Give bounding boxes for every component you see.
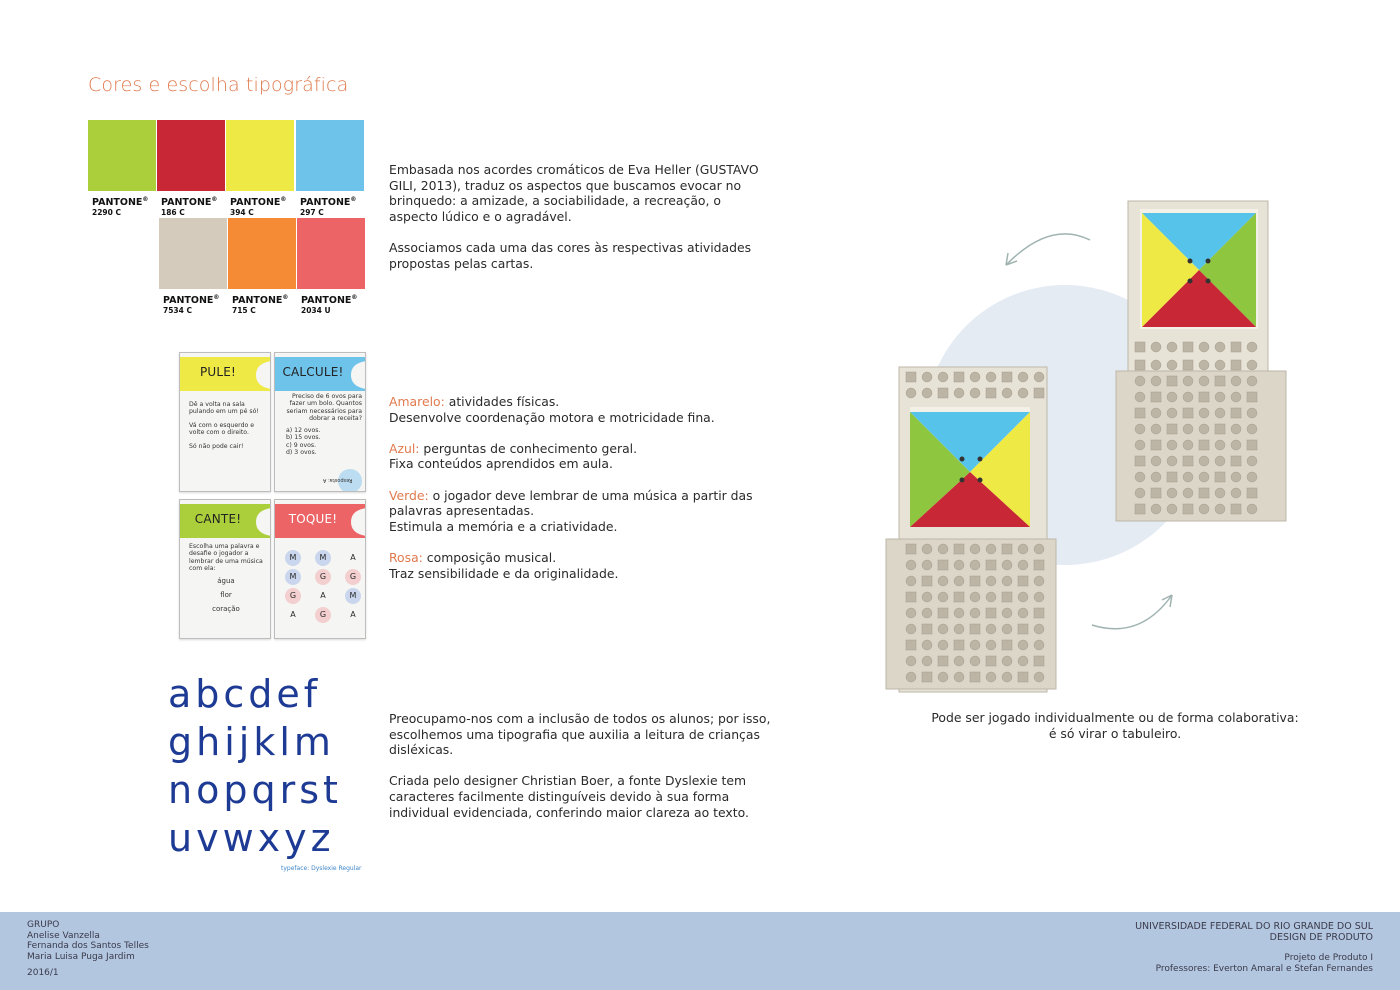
round-hole (986, 672, 996, 682)
round-hole (1247, 456, 1257, 466)
round-hole (1199, 472, 1209, 482)
round-hole (1167, 392, 1177, 402)
pantone-brand: PANTONE® (301, 294, 358, 307)
swatch-color (226, 120, 294, 191)
square-hole (906, 544, 916, 554)
card-line: Vá com o esquerdo e volte com o direito. (189, 421, 255, 437)
pantone-swatch (88, 120, 156, 217)
round-hole (1034, 592, 1044, 602)
typeface-caption: typeface: Dyslexie Regular (281, 865, 362, 872)
card-question: Preciso de 6 ovos para fazer um bolo. Quantos seriam necessários para dobrar a receita? (286, 393, 362, 423)
card-calcule (274, 352, 366, 492)
legend-azul (389, 441, 769, 472)
round-hole (1167, 456, 1177, 466)
alphabet-row: ghijklm (168, 720, 335, 764)
square-hole (906, 372, 916, 382)
square-hole (1002, 640, 1012, 650)
swatch-color (159, 218, 227, 289)
round-hole (1247, 342, 1257, 352)
round-hole (1215, 440, 1225, 450)
round-hole (986, 592, 996, 602)
square-hole (986, 608, 996, 618)
round-hole (954, 656, 964, 666)
round-hole (922, 640, 932, 650)
footer-institution (1135, 922, 1373, 974)
round-hole (1215, 342, 1225, 352)
round-hole (1151, 408, 1161, 418)
square-hole (1247, 488, 1257, 498)
swatch-color (88, 120, 156, 191)
group-member: Maria Luisa Puga Jardim (27, 951, 135, 962)
card-pule (179, 352, 271, 492)
pantone-brand: PANTONE® (161, 196, 218, 209)
square-hole (1167, 376, 1177, 386)
legend-rosa (389, 550, 769, 581)
square-hole (922, 624, 932, 634)
legend-detail: Desenvolve coordenação motora e motricidade fina. (389, 409, 715, 425)
note-cell: G (315, 607, 331, 623)
round-hole (1018, 656, 1028, 666)
round-hole (1002, 672, 1012, 682)
round-hole (906, 576, 916, 586)
round-hole (1183, 472, 1193, 482)
round-hole (954, 672, 964, 682)
group-label: GRUPO (27, 920, 60, 930)
intro-paragraph-2: Associamos cada uma das cores às respectivas atividades propostas pelas cartas. (389, 239, 752, 271)
round-hole (938, 592, 948, 602)
square-hole (938, 656, 948, 666)
round-hole (1215, 504, 1225, 514)
round-hole (954, 624, 964, 634)
card-title: CALCULE! (282, 365, 344, 379)
square-hole (1018, 576, 1028, 586)
round-hole (1018, 388, 1028, 398)
card-line: Dê a volta na sala pulando em um pé só! (189, 401, 259, 416)
round-hole (922, 372, 932, 382)
round-hole (938, 624, 948, 634)
square-hole (986, 560, 996, 570)
round-hole (1034, 624, 1044, 634)
square-hole (1034, 656, 1044, 666)
note-cell: A (350, 610, 356, 619)
round-hole (1135, 488, 1145, 498)
card-title: CANTE! (194, 512, 242, 526)
professors: Professores: Everton Amaral e Stefan Fernandes (1155, 963, 1373, 974)
note-cell: M (315, 550, 331, 566)
round-hole (1034, 372, 1044, 382)
round-hole (1018, 372, 1028, 382)
color-intro-text (389, 162, 759, 271)
round-hole (906, 624, 916, 634)
round-hole (970, 592, 980, 602)
round-hole (1183, 376, 1193, 386)
pantone-code: 394 C (230, 208, 254, 218)
square-hole (1231, 360, 1241, 370)
round-hole (938, 640, 948, 650)
legend-detail: Estimula a memória e a criatividade. (389, 518, 618, 534)
square-hole (1183, 408, 1193, 418)
square-hole (1002, 592, 1012, 602)
round-hole (1215, 456, 1225, 466)
university-name: UNIVERSIDADE FEDERAL DO RIO GRANDE DO SUL (1135, 921, 1373, 932)
square-hole (1247, 440, 1257, 450)
round-hole (1034, 640, 1044, 650)
legend-detail: Traz sensibilidade e da originalidade. (389, 565, 619, 581)
round-hole (1199, 424, 1209, 434)
round-hole (1151, 424, 1161, 434)
footer-group (27, 920, 149, 979)
square-hole (1018, 672, 1028, 682)
square-hole (1167, 472, 1177, 482)
pantone-brand: PANTONE® (163, 294, 220, 307)
pantone-swatch (296, 120, 364, 217)
note-cell: A (320, 591, 326, 600)
square-hole (1167, 424, 1177, 434)
pantone-code: 2290 C (92, 208, 121, 218)
legend-text: perguntas de conhecimento geral. (419, 440, 638, 456)
round-hole (1002, 608, 1012, 618)
card-option: d) 3 ovos. (286, 449, 317, 457)
card-option: b) 15 ovos. (286, 434, 321, 442)
round-hole (1199, 504, 1209, 514)
square-hole (1247, 392, 1257, 402)
round-hole (1002, 624, 1012, 634)
note-grid (285, 550, 361, 623)
game-board-illustration (880, 195, 1300, 695)
square-hole (1151, 488, 1161, 498)
round-hole (1034, 544, 1044, 554)
course-name: DESIGN DE PRODUTO (1269, 931, 1373, 943)
square-hole (1151, 440, 1161, 450)
pantone-brand: PANTONE® (230, 196, 287, 209)
round-hole (954, 560, 964, 570)
legend-text: atividades físicas. (444, 394, 560, 409)
square-hole (1231, 456, 1241, 466)
group-member: Fernanda dos Santos Telles (27, 941, 149, 951)
alphabet-row: abcdef (168, 672, 322, 716)
square-hole (986, 388, 996, 398)
square-hole (1183, 456, 1193, 466)
round-hole (1034, 576, 1044, 586)
square-hole (1231, 504, 1241, 514)
round-hole (1199, 456, 1209, 466)
round-hole (1231, 440, 1241, 450)
round-hole (1018, 608, 1028, 618)
round-hole (1151, 342, 1161, 352)
round-hole (1231, 376, 1241, 386)
note-cell: A (350, 553, 356, 562)
word-list (180, 574, 271, 616)
round-hole (970, 544, 980, 554)
card-prompt: Escolha uma palavra e desafie o jogador a lembrar de uma música com ela: (189, 543, 263, 573)
square-hole (1215, 424, 1225, 434)
round-hole (922, 544, 932, 554)
round-hole (922, 560, 932, 570)
pantone-swatch (226, 120, 294, 217)
square-hole (1151, 392, 1161, 402)
round-hole (1215, 360, 1225, 370)
square-hole (1034, 388, 1044, 398)
square-hole (1199, 392, 1209, 402)
square-hole (1183, 504, 1193, 514)
card-option: c) 9 ovos. (286, 441, 317, 449)
round-hole (1247, 408, 1257, 418)
round-hole (906, 388, 916, 398)
legend-label: Rosa: (389, 549, 423, 565)
round-hole (1002, 576, 1012, 586)
round-hole (906, 672, 916, 682)
round-hole (1018, 640, 1028, 650)
note-cell: G (315, 569, 331, 585)
word-item: água (217, 577, 235, 585)
swatch-color (228, 218, 296, 289)
round-hole (986, 640, 996, 650)
round-hole (938, 576, 948, 586)
round-hole (986, 372, 996, 382)
note-cell: G (285, 588, 301, 604)
group-member: Anelise Vanzella (27, 930, 100, 941)
round-hole (986, 544, 996, 554)
square-hole (906, 592, 916, 602)
round-hole (1167, 408, 1177, 418)
round-hole (1247, 360, 1257, 370)
round-hole (1018, 544, 1028, 554)
round-hole (1183, 392, 1193, 402)
word-item: coração (212, 605, 240, 613)
round-hole (1151, 376, 1161, 386)
square-hole (1215, 376, 1225, 386)
round-hole (1135, 376, 1145, 386)
square-hole (1135, 456, 1145, 466)
square-hole (954, 544, 964, 554)
square-hole (1231, 342, 1241, 352)
square-hole (1199, 488, 1209, 498)
square-hole (922, 672, 932, 682)
round-hole (1167, 440, 1177, 450)
color-legend (389, 394, 769, 581)
round-hole (1247, 424, 1257, 434)
card-line: Só não pode cair! (189, 442, 244, 450)
round-hole (1151, 456, 1161, 466)
square-hole (1183, 342, 1193, 352)
square-hole (954, 372, 964, 382)
swatch-color (296, 120, 364, 191)
note-cell: M (285, 569, 301, 585)
square-hole (1135, 504, 1145, 514)
round-hole (1167, 504, 1177, 514)
note-cell: M (345, 588, 361, 604)
square-hole (1018, 624, 1028, 634)
square-hole (1002, 544, 1012, 554)
board-caption: Pode ser jogado individualmente ou de forma colaborativa: é só virar o tabuleiro. (931, 710, 1299, 741)
square-hole (986, 656, 996, 666)
round-hole (970, 656, 980, 666)
square-hole (938, 608, 948, 618)
typography-paragraph-2: Criada pelo designer Christian Boer, a fonte Dyslexie tem caracteres facilmente distinguíveis devido à sua forma individual evidenciada, conferindo maior clareza ao texto. (389, 773, 749, 820)
round-hole (906, 608, 916, 618)
card-title: TOQUE! (288, 512, 338, 526)
round-hole (922, 608, 932, 618)
square-hole (970, 576, 980, 586)
round-hole (938, 544, 948, 554)
square-hole (1034, 608, 1044, 618)
round-hole (1183, 424, 1193, 434)
round-hole (1151, 504, 1161, 514)
card-toque (274, 499, 366, 639)
round-hole (1247, 376, 1257, 386)
typography-text (389, 711, 774, 820)
square-hole (1183, 360, 1193, 370)
note-cell: G (345, 569, 361, 585)
round-hole (970, 608, 980, 618)
square-hole (1135, 342, 1145, 352)
pantone-brand: PANTONE® (92, 196, 149, 209)
pantone-brand: PANTONE® (232, 294, 289, 307)
round-hole (1002, 656, 1012, 666)
pantone-swatch (297, 218, 365, 315)
footer (0, 912, 1400, 990)
intro-paragraph-1: Embasada nos acordes cromáticos de Eva Heller (GUSTAVO GILI, 2013), traduz os aspectos que buscamos evocar no brinquedo: a amizade, a sociabilidade, a recreação, o aspecto lúdico e o agradável. (389, 162, 759, 224)
round-hole (1231, 472, 1241, 482)
round-hole (1002, 388, 1012, 398)
rotate-arrow-top (1006, 234, 1090, 265)
round-hole (1231, 392, 1241, 402)
round-hole (1151, 360, 1161, 370)
round-hole (1231, 488, 1241, 498)
round-hole (1231, 424, 1241, 434)
round-hole (1018, 592, 1028, 602)
round-hole (1135, 392, 1145, 402)
pantone-code: 186 C (161, 208, 185, 218)
round-hole (1215, 488, 1225, 498)
alphabet-row: nopqrst (168, 768, 342, 812)
legend-detail: Fixa conteúdos aprendidos em aula. (389, 456, 613, 472)
square-hole (1135, 408, 1145, 418)
square-hole (1199, 440, 1209, 450)
round-hole (970, 372, 980, 382)
card-body (286, 393, 362, 429)
round-hole (922, 388, 932, 398)
round-hole (1247, 472, 1257, 482)
semester: 2016/1 (27, 968, 59, 978)
round-hole (986, 576, 996, 586)
round-hole (1167, 360, 1177, 370)
pantone-swatch (159, 218, 227, 315)
round-hole (1247, 504, 1257, 514)
pantone-swatch (228, 218, 296, 315)
note-cell: A (290, 610, 296, 619)
typeface-specimen (168, 670, 358, 862)
note-cell: M (285, 550, 301, 566)
pantone-brand: PANTONE® (300, 196, 357, 209)
round-hole (1215, 392, 1225, 402)
square-hole (906, 640, 916, 650)
page-title: Cores e escolha tipográfica (88, 74, 349, 96)
round-hole (970, 560, 980, 570)
round-hole (938, 672, 948, 682)
alphabet-row: uvwxyz (168, 816, 335, 860)
round-hole (954, 576, 964, 586)
round-hole (1135, 440, 1145, 450)
swatch-color (297, 218, 365, 289)
round-hole (970, 640, 980, 650)
square-hole (1002, 372, 1012, 382)
legend-label: Azul: (389, 440, 420, 456)
legend-text: o jogador deve lembrar de uma música a partir das palavras apresentadas. (389, 487, 753, 519)
round-hole (1002, 560, 1012, 570)
round-hole (1018, 560, 1028, 570)
square-hole (1034, 560, 1044, 570)
square-hole (938, 560, 948, 570)
round-hole (954, 388, 964, 398)
project-name: Projeto de Produto I (1284, 953, 1373, 963)
round-hole (1034, 672, 1044, 682)
round-hole (906, 560, 916, 570)
card-options (286, 427, 364, 457)
round-hole (1135, 472, 1145, 482)
round-hole (922, 656, 932, 666)
round-hole (922, 592, 932, 602)
round-hole (1199, 342, 1209, 352)
pantone-swatch (157, 120, 225, 217)
round-hole (1167, 342, 1177, 352)
round-hole (1183, 488, 1193, 498)
rotate-arrow-bottom (1092, 595, 1172, 629)
round-hole (970, 388, 980, 398)
round-hole (1151, 472, 1161, 482)
square-hole (970, 672, 980, 682)
card-body (189, 401, 267, 456)
swatch-color (157, 120, 225, 191)
word-item: flor (220, 591, 232, 599)
round-hole (1135, 424, 1145, 434)
legend-label: Verde: (389, 487, 429, 503)
round-hole (1215, 408, 1225, 418)
round-hole (1199, 408, 1209, 418)
square-hole (1215, 472, 1225, 482)
square-hole (1231, 408, 1241, 418)
legend-label: Amarelo: (389, 394, 445, 409)
pantone-code: 2034 U (301, 306, 331, 316)
pantone-code: 715 C (232, 306, 256, 316)
square-hole (922, 576, 932, 586)
card-answer: Resposta: A (323, 477, 353, 483)
typography-paragraph-1: Preocupamo-nos com a inclusão de todos os alunos; por isso, escolhemos uma tipografia que auxilia a leitura de crianças disléxicas. (389, 711, 771, 758)
square-hole (938, 388, 948, 398)
round-hole (1167, 488, 1177, 498)
card-title: PULE! (199, 365, 237, 379)
card-cante (179, 499, 271, 639)
round-hole (1183, 440, 1193, 450)
square-hole (954, 640, 964, 650)
square-hole (954, 592, 964, 602)
legend-amarelo (389, 394, 769, 425)
square-hole (1135, 360, 1145, 370)
legend-text: composição musical. (422, 549, 557, 565)
round-hole (906, 656, 916, 666)
round-hole (1199, 360, 1209, 370)
round-hole (1199, 376, 1209, 386)
pantone-code: 7534 C (163, 306, 192, 316)
round-hole (938, 372, 948, 382)
round-hole (954, 608, 964, 618)
legend-verde (389, 488, 769, 535)
card-option: a) 12 ovos. (286, 427, 321, 434)
round-hole (986, 624, 996, 634)
square-hole (970, 624, 980, 634)
pantone-code: 297 C (300, 208, 324, 218)
